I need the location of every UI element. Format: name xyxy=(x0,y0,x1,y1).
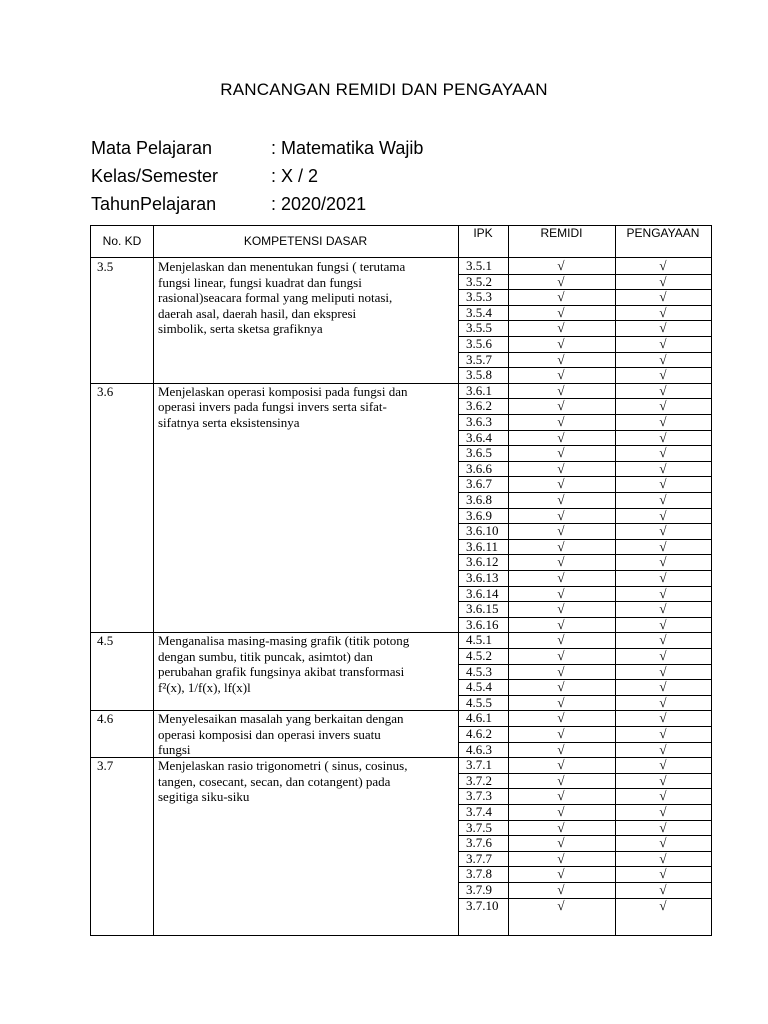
remidi-check: √ xyxy=(557,757,565,773)
pengayaan-check: √ xyxy=(659,882,667,897)
remidi-check: √ xyxy=(557,648,565,663)
remidi-check: √ xyxy=(557,585,565,601)
pengayaan-check: √ xyxy=(659,523,667,539)
kd-description-line: Menjelaskan rasio trigonometri ( sinus, cosinus, xyxy=(158,758,408,774)
remidi-check: √ xyxy=(557,320,565,336)
remidi-check: √ xyxy=(557,819,565,835)
ipk-code: 4.5.4 xyxy=(466,679,492,695)
meta-row-subject xyxy=(91,134,423,162)
remidi-check: √ xyxy=(557,554,565,570)
pengayaan-check: √ xyxy=(659,429,667,445)
remidi-check: √ xyxy=(557,679,565,695)
ipk-code: 3.7.7 xyxy=(466,850,492,866)
ipk-code: 3.5.2 xyxy=(466,273,492,289)
pengayaan-check: √ xyxy=(659,663,667,679)
column-divider xyxy=(615,226,616,935)
pengayaan-check: √ xyxy=(659,710,667,726)
meta-value: : X / 2 xyxy=(271,165,319,186)
header-no-kd: No. KD xyxy=(102,234,142,248)
pengayaan-check: √ xyxy=(659,507,667,523)
pengayaan-check: √ xyxy=(659,601,667,617)
remidi-check: √ xyxy=(557,663,565,679)
ipk-code: 3.6.1 xyxy=(466,382,492,398)
remidi-check: √ xyxy=(557,351,565,367)
remidi-check: √ xyxy=(557,788,565,804)
pengayaan-check: √ xyxy=(659,757,667,773)
remidi-check: √ xyxy=(557,476,565,492)
ipk-code: 3.5.4 xyxy=(466,304,492,320)
meta-label: Mata Pelajaran xyxy=(91,137,213,158)
ipk-code: 3.7.8 xyxy=(466,866,492,882)
pengayaan-check: √ xyxy=(659,804,667,819)
pengayaan-check: √ xyxy=(659,289,667,305)
remidi-check: √ xyxy=(557,616,565,632)
meta-row-year xyxy=(91,190,423,218)
remidi-check: √ xyxy=(557,460,565,476)
remidi-check: √ xyxy=(557,694,565,710)
remidi-check: √ xyxy=(557,538,565,554)
pengayaan-check: √ xyxy=(659,414,667,429)
header-kompetensi-dasar: KOMPETENSI DASAR xyxy=(243,234,368,248)
kd-description-line: daerah asal, daerah hasil, dan ekspresi xyxy=(158,305,357,321)
kd-number: 3.7 xyxy=(97,758,114,774)
remidi-check: √ xyxy=(557,570,565,585)
kd-description-line: fungsi xyxy=(158,742,191,758)
ipk-code: 4.5.2 xyxy=(466,648,492,663)
document-meta xyxy=(91,134,423,218)
pengayaan-check: √ xyxy=(659,616,667,632)
meta-label: TahunPelajaran xyxy=(91,193,217,214)
pengayaan-check: √ xyxy=(659,492,667,507)
meta-value: : Matematika Wajib xyxy=(271,137,424,158)
remidi-check: √ xyxy=(557,507,565,523)
ipk-code: 3.6.12 xyxy=(466,554,499,570)
pengayaan-check: √ xyxy=(659,741,667,757)
kd-description-line: operasi invers pada fungsi invers serta sifat- xyxy=(158,399,387,415)
remidi-check: √ xyxy=(557,523,565,539)
kd-number: 4.5 xyxy=(97,633,114,649)
remidi-check: √ xyxy=(557,398,565,414)
ipk-code: 3.7.5 xyxy=(466,819,492,835)
remidi-check: √ xyxy=(557,258,565,273)
meta-label: Kelas/Semester xyxy=(91,165,219,186)
pengayaan-check: √ xyxy=(659,788,667,804)
pengayaan-check: √ xyxy=(659,320,667,336)
pengayaan-check: √ xyxy=(659,258,667,273)
remidi-check: √ xyxy=(557,382,565,398)
ipk-code: 3.6.7 xyxy=(466,476,492,492)
header-pengayaan: PENGAYAAN xyxy=(626,226,700,240)
kd-description-line: tangen, cosecant, secan, dan cotangent) pada xyxy=(158,773,391,789)
kd-number: 3.5 xyxy=(97,259,114,274)
pengayaan-check: √ xyxy=(659,648,667,663)
kd-number: 4.6 xyxy=(97,711,114,727)
pengayaan-check: √ xyxy=(659,398,667,414)
ipk-code: 3.7.4 xyxy=(466,804,492,819)
pengayaan-check: √ xyxy=(659,476,667,492)
kd-description-line: sifatnya serta eksistensinya xyxy=(158,414,300,430)
ipk-code: 3.6.3 xyxy=(466,414,492,429)
ipk-code: 3.7.10 xyxy=(466,897,499,913)
remidi-check: √ xyxy=(557,273,565,289)
ipk-code: 3.6.11 xyxy=(466,538,499,554)
meta-row-class xyxy=(91,162,423,190)
remidi-check: √ xyxy=(557,429,565,445)
pengayaan-check: √ xyxy=(659,273,667,289)
ipk-code: 4.6.3 xyxy=(466,741,492,757)
kd-description-line: rasional)seacara formal yang meliputi notasi, xyxy=(158,290,393,305)
pengayaan-check: √ xyxy=(659,850,667,866)
ipk-code: 3.6.15 xyxy=(466,601,499,617)
document-title: RANCANGAN REMIDI DAN PENGAYAAN xyxy=(220,80,548,99)
pengayaan-check: √ xyxy=(659,351,667,367)
ipk-code: 3.5.8 xyxy=(466,367,492,383)
ipk-code: 4.6.2 xyxy=(466,726,492,741)
pengayaan-check: √ xyxy=(659,554,667,570)
ipk-code: 3.6.14 xyxy=(466,585,499,601)
pengayaan-check: √ xyxy=(659,819,667,835)
header-divider xyxy=(91,257,711,258)
ipk-code: 3.5.1 xyxy=(466,258,492,273)
remidi-check: √ xyxy=(557,289,565,305)
remidi-check: √ xyxy=(557,835,565,851)
pengayaan-check: √ xyxy=(659,336,667,351)
ipk-code: 4.5.5 xyxy=(466,694,492,710)
ipk-code: 3.7.9 xyxy=(466,882,492,897)
kd-description-line: Menyelesaikan masalah yang berkaitan dengan xyxy=(158,711,404,727)
kd-description-line: Menjelaskan dan menentukan fungsi ( terutama xyxy=(158,259,406,274)
ipk-code: 3.6.9 xyxy=(466,507,492,523)
ipk-code: 3.5.5 xyxy=(466,320,492,336)
remedial-table xyxy=(90,225,712,936)
remidi-check: √ xyxy=(557,601,565,617)
kd-description-line: simbolik, serta sketsa grafiknya xyxy=(158,321,323,336)
pengayaan-check: √ xyxy=(659,679,667,695)
pengayaan-check: √ xyxy=(659,460,667,476)
column-divider xyxy=(153,226,154,935)
remidi-check: √ xyxy=(557,726,565,741)
ipk-code: 3.6.10 xyxy=(466,523,499,539)
ipk-code: 3.6.16 xyxy=(466,616,499,632)
pengayaan-check: √ xyxy=(659,585,667,601)
remidi-check: √ xyxy=(557,897,565,913)
kd-description-line: perubahan grafik fungsinya akibat transformasi xyxy=(158,664,405,680)
pengayaan-check: √ xyxy=(659,835,667,851)
ipk-code: 3.7.2 xyxy=(466,772,492,788)
ipk-code: 3.7.3 xyxy=(466,788,492,804)
kd-number: 3.6 xyxy=(97,383,114,399)
ipk-code: 3.5.6 xyxy=(466,336,492,351)
ipk-code: 3.6.5 xyxy=(466,445,492,461)
remidi-check: √ xyxy=(557,741,565,757)
pengayaan-check: √ xyxy=(659,632,667,648)
remidi-check: √ xyxy=(557,492,565,507)
column-divider xyxy=(458,226,459,935)
pengayaan-check: √ xyxy=(659,367,667,383)
pengayaan-check: √ xyxy=(659,382,667,398)
kd-description-line: dengan sumbu, titik puncak, asimtot) dan xyxy=(158,648,373,664)
remidi-check: √ xyxy=(557,336,565,351)
ipk-code: 3.6.8 xyxy=(466,492,492,507)
ipk-code: 3.6.6 xyxy=(466,460,492,476)
kd-description-line: operasi komposisi dan operasi invers suatu xyxy=(158,726,381,742)
pengayaan-check: √ xyxy=(659,570,667,585)
ipk-code: 3.5.3 xyxy=(466,289,492,305)
kd-description-line: Menganalisa masing-masing grafik (titik potong xyxy=(158,633,410,649)
ipk-code: 3.5.7 xyxy=(466,351,492,367)
ipk-code: 3.6.4 xyxy=(466,429,492,445)
kd-description-line: fungsi linear, fungsi kuadrat dan fungsi xyxy=(158,274,362,290)
remidi-check: √ xyxy=(557,304,565,320)
kd-description-line: f²(x), 1/f(x), lf(x)l xyxy=(158,679,251,695)
pengayaan-check: √ xyxy=(659,538,667,554)
remidi-check: √ xyxy=(557,804,565,819)
kd-description-line: segitiga siku-siku xyxy=(158,789,250,805)
pengayaan-check: √ xyxy=(659,304,667,320)
pengayaan-check: √ xyxy=(659,897,667,913)
ipk-code: 4.5.1 xyxy=(466,632,492,648)
ipk-code: 4.5.3 xyxy=(466,663,492,679)
pengayaan-check: √ xyxy=(659,772,667,788)
ipk-code: 3.6.2 xyxy=(466,398,492,414)
ipk-code: 3.7.6 xyxy=(466,835,492,851)
remidi-check: √ xyxy=(557,414,565,429)
ipk-code: 4.6.1 xyxy=(466,710,492,726)
pengayaan-check: √ xyxy=(659,726,667,741)
meta-value: : 2020/2021 xyxy=(271,193,367,214)
remidi-check: √ xyxy=(557,882,565,897)
remidi-check: √ xyxy=(557,445,565,461)
header-ipk: IPK xyxy=(473,226,493,240)
ipk-code: 3.6.13 xyxy=(466,570,499,585)
remidi-check: √ xyxy=(557,850,565,866)
pengayaan-check: √ xyxy=(659,445,667,461)
header-remidi: REMIDI xyxy=(540,226,583,240)
kd-description-line: Menjelaskan operasi komposisi pada fungsi dan xyxy=(158,383,408,399)
pengayaan-check: √ xyxy=(659,866,667,882)
pengayaan-check: √ xyxy=(659,694,667,710)
remidi-check: √ xyxy=(557,632,565,648)
remidi-check: √ xyxy=(557,367,565,383)
ipk-code: 3.7.1 xyxy=(466,757,492,773)
remidi-check: √ xyxy=(557,772,565,788)
remidi-check: √ xyxy=(557,866,565,882)
remidi-check: √ xyxy=(557,710,565,726)
